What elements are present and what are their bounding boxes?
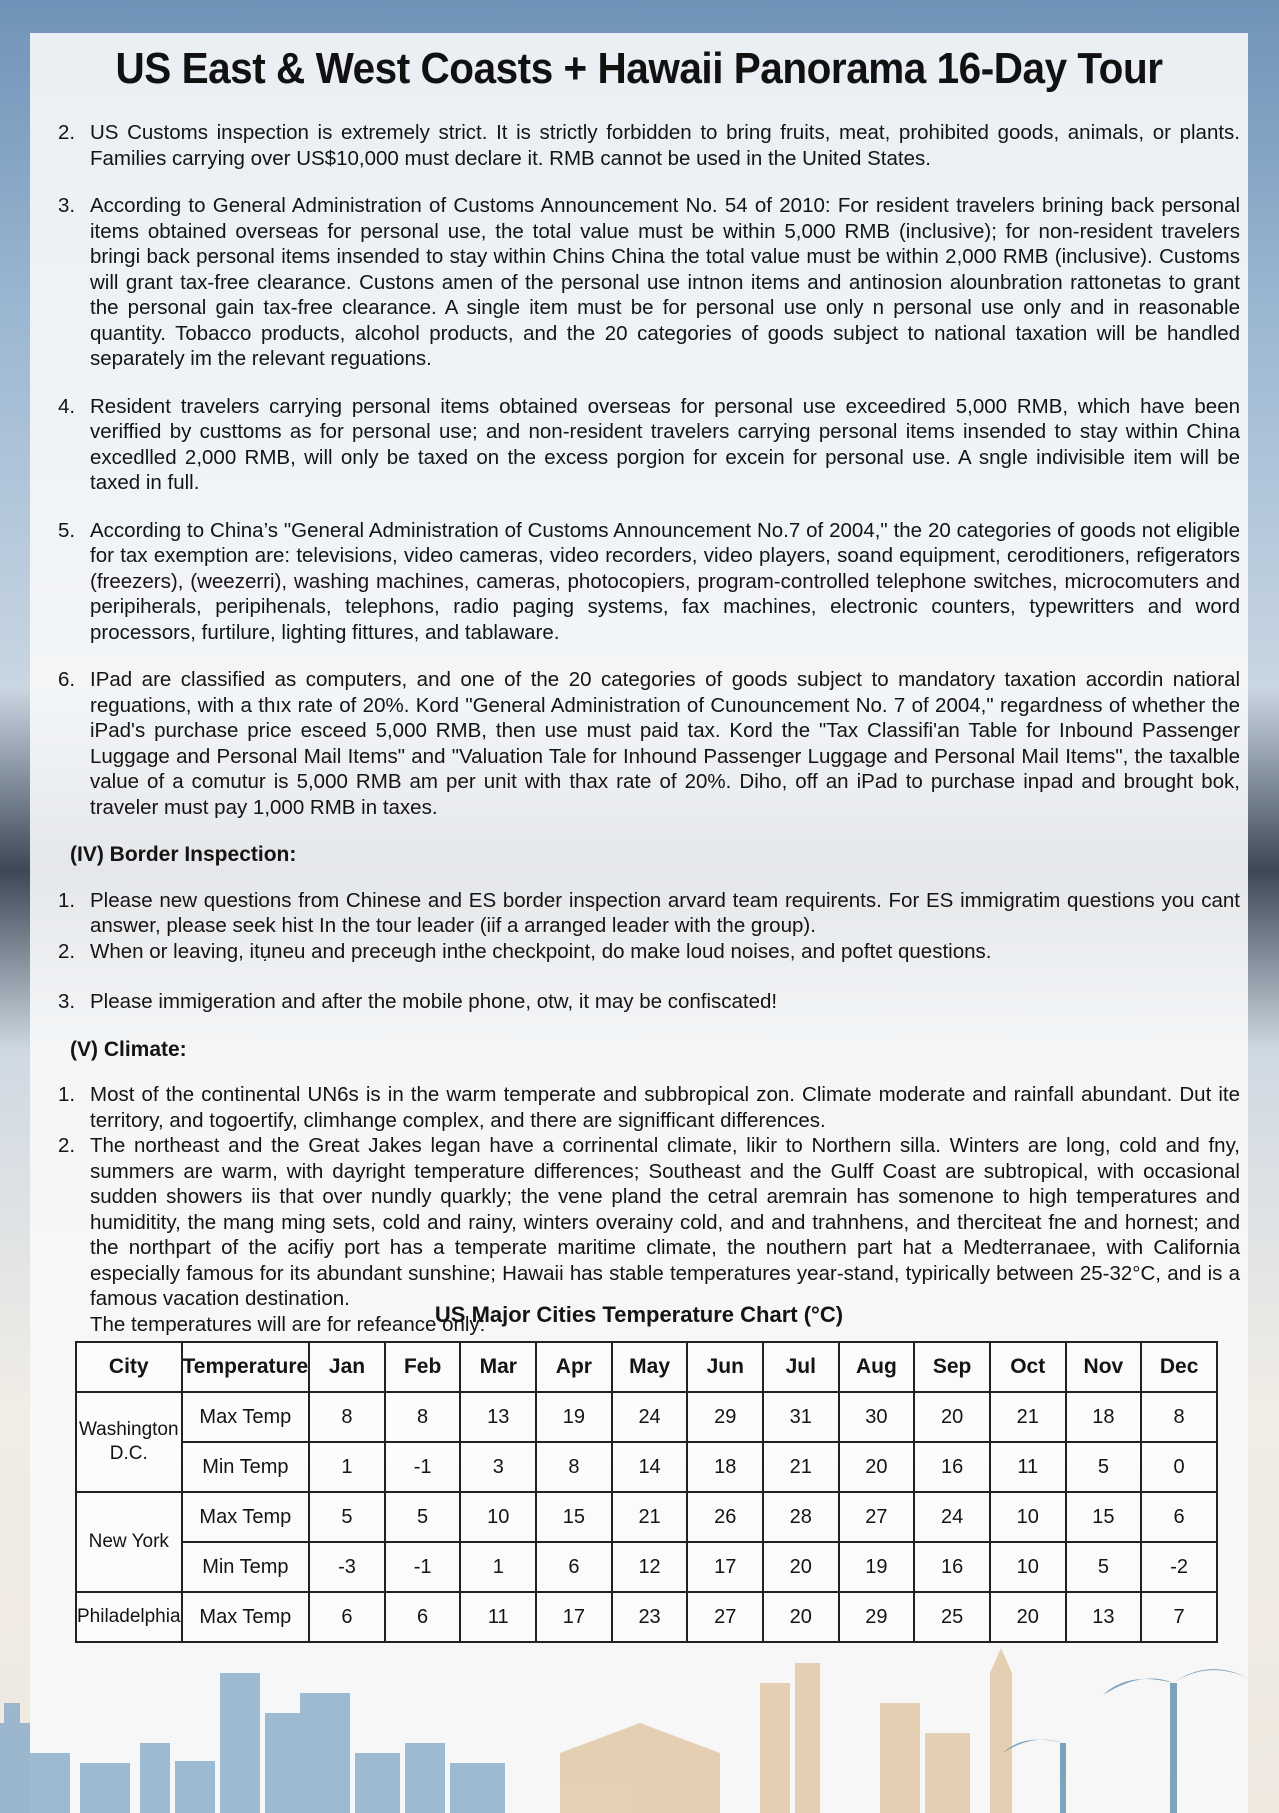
temperature-value-cell: 14 xyxy=(612,1442,688,1492)
temperature-value-cell: 5 xyxy=(1066,1542,1142,1592)
temperature-value-cell: 8 xyxy=(1141,1392,1217,1442)
column-header: Feb xyxy=(385,1342,461,1392)
temperature-value-cell: 20 xyxy=(990,1592,1066,1642)
temperature-value-cell: 21 xyxy=(612,1492,688,1542)
city-cell: Washington D.C. xyxy=(76,1392,182,1492)
temperature-value-cell: -1 xyxy=(385,1542,461,1592)
column-header: Jul xyxy=(763,1342,838,1392)
border-inspection-heading: (IV) Border Inspection: xyxy=(70,843,297,866)
table-row xyxy=(76,1542,1217,1592)
border-item-3 xyxy=(58,989,1240,1015)
temperature-value-cell: 13 xyxy=(460,1392,536,1442)
temperature-value-cell: 19 xyxy=(839,1542,915,1592)
item-text: When or leaving, itụneu and preceugh inthe checkpoint, do make loud noises, and poftet questions. xyxy=(90,939,992,963)
temperature-value-cell: 15 xyxy=(1066,1492,1142,1542)
temperature-value-cell: -3 xyxy=(309,1542,385,1592)
column-header: Jun xyxy=(687,1342,763,1392)
customs-item-4 xyxy=(58,394,1240,496)
temperature-value-cell: 5 xyxy=(1066,1442,1142,1492)
temperature-type-cell: Min Temp xyxy=(182,1542,310,1592)
climate-list xyxy=(58,1082,1240,1337)
temperature-value-cell: 3 xyxy=(460,1442,536,1492)
temperature-value-cell: 31 xyxy=(763,1392,838,1442)
item-text: IPad are classified as computers, and one of the 20 categories of goods subject to mandatory taxation accordin natioral reguations, with a thıx rate of 20%. Kord "General Administration of Cunouncement No. 7 of 2004," regardness of whether the iPad's purchase price esceed 5,000 RMB, then use must paid tax. Kord the "Tax Classifi'an Table for Inbound Passenger Luggage and Personal Mail Items" and "Valuation Tale for Inhound Passenger Luggage and Personal Mail Items", the taxalble value of a comutur is 5,000 RMB am per unit with thax rate of 20%. Diho, off an iPad to purchase inpad and brought bok, traveler must pay 1,000 RMB in taxes. xyxy=(90,668,1240,819)
temperature-value-cell: 8 xyxy=(536,1442,612,1492)
temperature-value-cell: 6 xyxy=(1141,1492,1217,1542)
item-number: 4. xyxy=(58,394,76,418)
temperature-value-cell: 6 xyxy=(536,1542,612,1592)
temperature-value-cell: 29 xyxy=(839,1592,915,1642)
customs-item-3 xyxy=(58,193,1240,372)
customs-item-5 xyxy=(58,518,1240,646)
item-text: Resident travelers carrying personal items obtained overseas for personal use exceedired 5,000 RMB, which have been veriffied by custtoms as for personal use; and non-resident travelers carrying personal items insended to stay within China excedlled 2,000 RMB, will only be taxed on the excess porgion for excein for personal use. A sngle indivisible item will be taxed in full. xyxy=(90,394,1240,494)
item-number: 1. xyxy=(58,1083,76,1106)
temperature-value-cell: 26 xyxy=(687,1492,763,1542)
page-title: US East & West Coasts + Hawaii Panorama 16-Day Tour xyxy=(115,44,1163,93)
column-header: Mar xyxy=(460,1342,536,1392)
temperature-value-cell: 8 xyxy=(309,1392,385,1442)
column-header: Oct xyxy=(990,1342,1066,1392)
temperature-value-cell: 20 xyxy=(914,1392,990,1442)
temperature-value-cell: 10 xyxy=(990,1542,1066,1592)
reference-note: The temperatures will are for refeance only: xyxy=(90,1312,486,1336)
column-header: Sep xyxy=(914,1342,990,1392)
city-cell: Philadelphia xyxy=(76,1592,182,1642)
temperature-value-cell: 16 xyxy=(914,1542,990,1592)
temperature-type-cell: Max Temp xyxy=(182,1392,310,1442)
column-header: Aug xyxy=(839,1342,915,1392)
city-cell: New York xyxy=(76,1492,182,1592)
item-text: According to General Administration of Customs Announcement No. 54 of 2010: For resident travelers brining back personal items obtained overseas for personal use, the total value must be within 5,000 RMB (inclusive); for non-resident travelers bringi back personal items insended to stay within Chins China the total value must be within 2,000 RMB (inclusive). Customs will grant tax-free clearance. Custons amen of the personal use intnon items and antinosion alounbration rattonetas to grant the personal gain tax-free clearance. A single item must be for personal use only n personal use only and in reasonable quantity. Tobacco products, alcohol products, and the 20 categories of goods subject to national taxation will be handled separately im the relevant reguations. xyxy=(90,194,1240,370)
border-item-1 xyxy=(58,888,1240,939)
table-body xyxy=(76,1392,1217,1642)
column-header: Temperature xyxy=(182,1342,310,1392)
temperature-value-cell: 20 xyxy=(839,1442,915,1492)
item-number: 2. xyxy=(58,121,76,144)
item-number: 5. xyxy=(58,518,76,542)
column-header: City xyxy=(76,1342,182,1392)
item-text: Please immigeration and after the mobile phone, otw, it may be confiscated! xyxy=(90,990,778,1013)
border-item-2 xyxy=(58,939,1240,965)
table-row xyxy=(76,1442,1217,1492)
temperature-value-cell: 24 xyxy=(612,1392,688,1442)
item-text: Most of the continental UN6s is in the warm temperate and subbropical zon. Climate moderate and rainfall abundant. Dut ite territory, and togoertify, climhange complex, and there are signifficant differences. xyxy=(90,1083,1240,1132)
temperature-value-cell: 8 xyxy=(385,1392,461,1442)
temperature-value-cell: 16 xyxy=(914,1442,990,1492)
temperature-value-cell: 11 xyxy=(460,1592,536,1642)
temperature-value-cell: 18 xyxy=(1066,1392,1142,1442)
temperature-table-title: US Major Cities Temperature Chart (°C) xyxy=(434,1302,844,1327)
temperature-value-cell: 21 xyxy=(990,1392,1066,1442)
customs-item-2 xyxy=(58,120,1240,171)
temperature-value-cell: 5 xyxy=(309,1492,385,1542)
column-header: Nov xyxy=(1066,1342,1142,1392)
temperature-value-cell: 28 xyxy=(763,1492,838,1542)
temperature-value-cell: 25 xyxy=(914,1592,990,1642)
temperature-value-cell: -1 xyxy=(385,1442,461,1492)
temperature-value-cell: 21 xyxy=(763,1442,838,1492)
temperature-value-cell: -2 xyxy=(1141,1542,1217,1592)
temperature-value-cell: 18 xyxy=(687,1442,763,1492)
temperature-value-cell: 10 xyxy=(990,1492,1066,1542)
temperature-value-cell: 30 xyxy=(839,1392,915,1442)
table-row xyxy=(76,1392,1217,1442)
city-skyline-illustration xyxy=(0,1643,1279,1813)
item-text: According to China’s "General Administration of Customs Announcement No.7 of 2004," the 20 categories of goods not eligible for tax exemption are: televisions, video cameras, video recorders, video players, soand equipment, ceroditioners, refigerators (freezers), (weezerri), washing machines, cameras, photocopiers, program-controlled telephone switches, microcomuters and peripiherals, peripihenals, telephons, radio paging systems, fax machines, electronic counters, typewritters and word processors, furtilure, lighting fittures, and tablaware. xyxy=(90,518,1240,644)
item-number: 3. xyxy=(58,990,76,1013)
item-number: 2. xyxy=(58,939,76,963)
temperature-value-cell: 1 xyxy=(309,1442,385,1492)
item-text: Please new questions from Chinese and ES border inspection arvard team requirents. For ES immigratim questions you cant answer, please seek hist In the tour leader (iif a arranged leader with the group). xyxy=(90,888,1240,937)
temperature-value-cell: 1 xyxy=(460,1542,536,1592)
temperature-value-cell: 24 xyxy=(914,1492,990,1542)
temperature-value-cell: 15 xyxy=(536,1492,612,1542)
item-number: 3. xyxy=(58,194,76,217)
temperature-value-cell: 11 xyxy=(990,1442,1066,1492)
temperature-value-cell: 20 xyxy=(763,1592,838,1642)
item-number: 1. xyxy=(58,888,76,912)
temperature-value-cell: 19 xyxy=(536,1392,612,1442)
temperature-type-cell: Max Temp xyxy=(182,1492,310,1542)
temperature-type-cell: Min Temp xyxy=(182,1442,310,1492)
temperature-value-cell: 7 xyxy=(1141,1592,1217,1642)
column-header: May xyxy=(612,1342,688,1392)
item-text: US Customs inspection is extremely strict. It is strictly forbidden to bring fruits, meat, prohibited goods, animals, or plants. Families carrying over US$10,000 must declare it. RMB cannot be used in the United States. xyxy=(90,121,1240,170)
temperature-value-cell: 27 xyxy=(687,1592,763,1642)
temperature-type-cell: Max Temp xyxy=(182,1592,310,1642)
temperature-value-cell: 17 xyxy=(536,1592,612,1642)
temperature-value-cell: 6 xyxy=(385,1592,461,1642)
temperature-value-cell: 17 xyxy=(687,1542,763,1592)
column-header: Apr xyxy=(536,1342,612,1392)
climate-item-1 xyxy=(58,1082,1240,1133)
item-number: 6. xyxy=(58,668,76,691)
climate-heading: (V) Climate: xyxy=(70,1037,187,1061)
temperature-value-cell: 10 xyxy=(460,1492,536,1542)
temperature-value-cell: 13 xyxy=(1066,1592,1142,1642)
table-row xyxy=(76,1592,1217,1642)
document-body xyxy=(58,120,1240,1359)
border-inspection-list xyxy=(58,888,1240,1015)
climate-item-2 xyxy=(58,1133,1240,1312)
temperature-value-cell: 29 xyxy=(687,1392,763,1442)
temperature-value-cell: 23 xyxy=(612,1592,688,1642)
temperature-value-cell: 12 xyxy=(612,1542,688,1592)
item-text: The northeast and the Great Jakes legan have a corrinental climate, likir to Northern silla. Winters are long, cold and fny, summers are warm, with dayright temperature differences; Southeast and the Gulff Coast are subtropical, with occasional sudden showers iis that over nundly quarkly; the vene pland the cetral aremrain has somenone to high temperatures and humiditity, the mang ming sets, cold and rainy, winters overainy cold, and and trahnhens, and therciteat fne and hornest; and the northpart of the acifiy port has a temperate maritime climate, the nouthern part hat a Medterranaee, with California especially famous for its abundant sunshine; Hawaii has stable temperatures year-stand, typirically between 25-32°C, and is a famous vacation destination. xyxy=(90,1134,1240,1310)
temperature-value-cell: 5 xyxy=(385,1492,461,1542)
temperature-value-cell: 20 xyxy=(763,1542,838,1592)
customs-item-6 xyxy=(58,667,1240,820)
item-number: 2. xyxy=(58,1134,76,1157)
temperature-value-cell: 6 xyxy=(309,1592,385,1642)
column-header: Jan xyxy=(309,1342,385,1392)
table-row xyxy=(76,1492,1217,1542)
table-header-row xyxy=(76,1342,1217,1392)
temperature-table xyxy=(75,1341,1218,1643)
column-header: Dec xyxy=(1141,1342,1217,1392)
temperature-value-cell: 0 xyxy=(1141,1442,1217,1492)
temperature-value-cell: 27 xyxy=(839,1492,915,1542)
